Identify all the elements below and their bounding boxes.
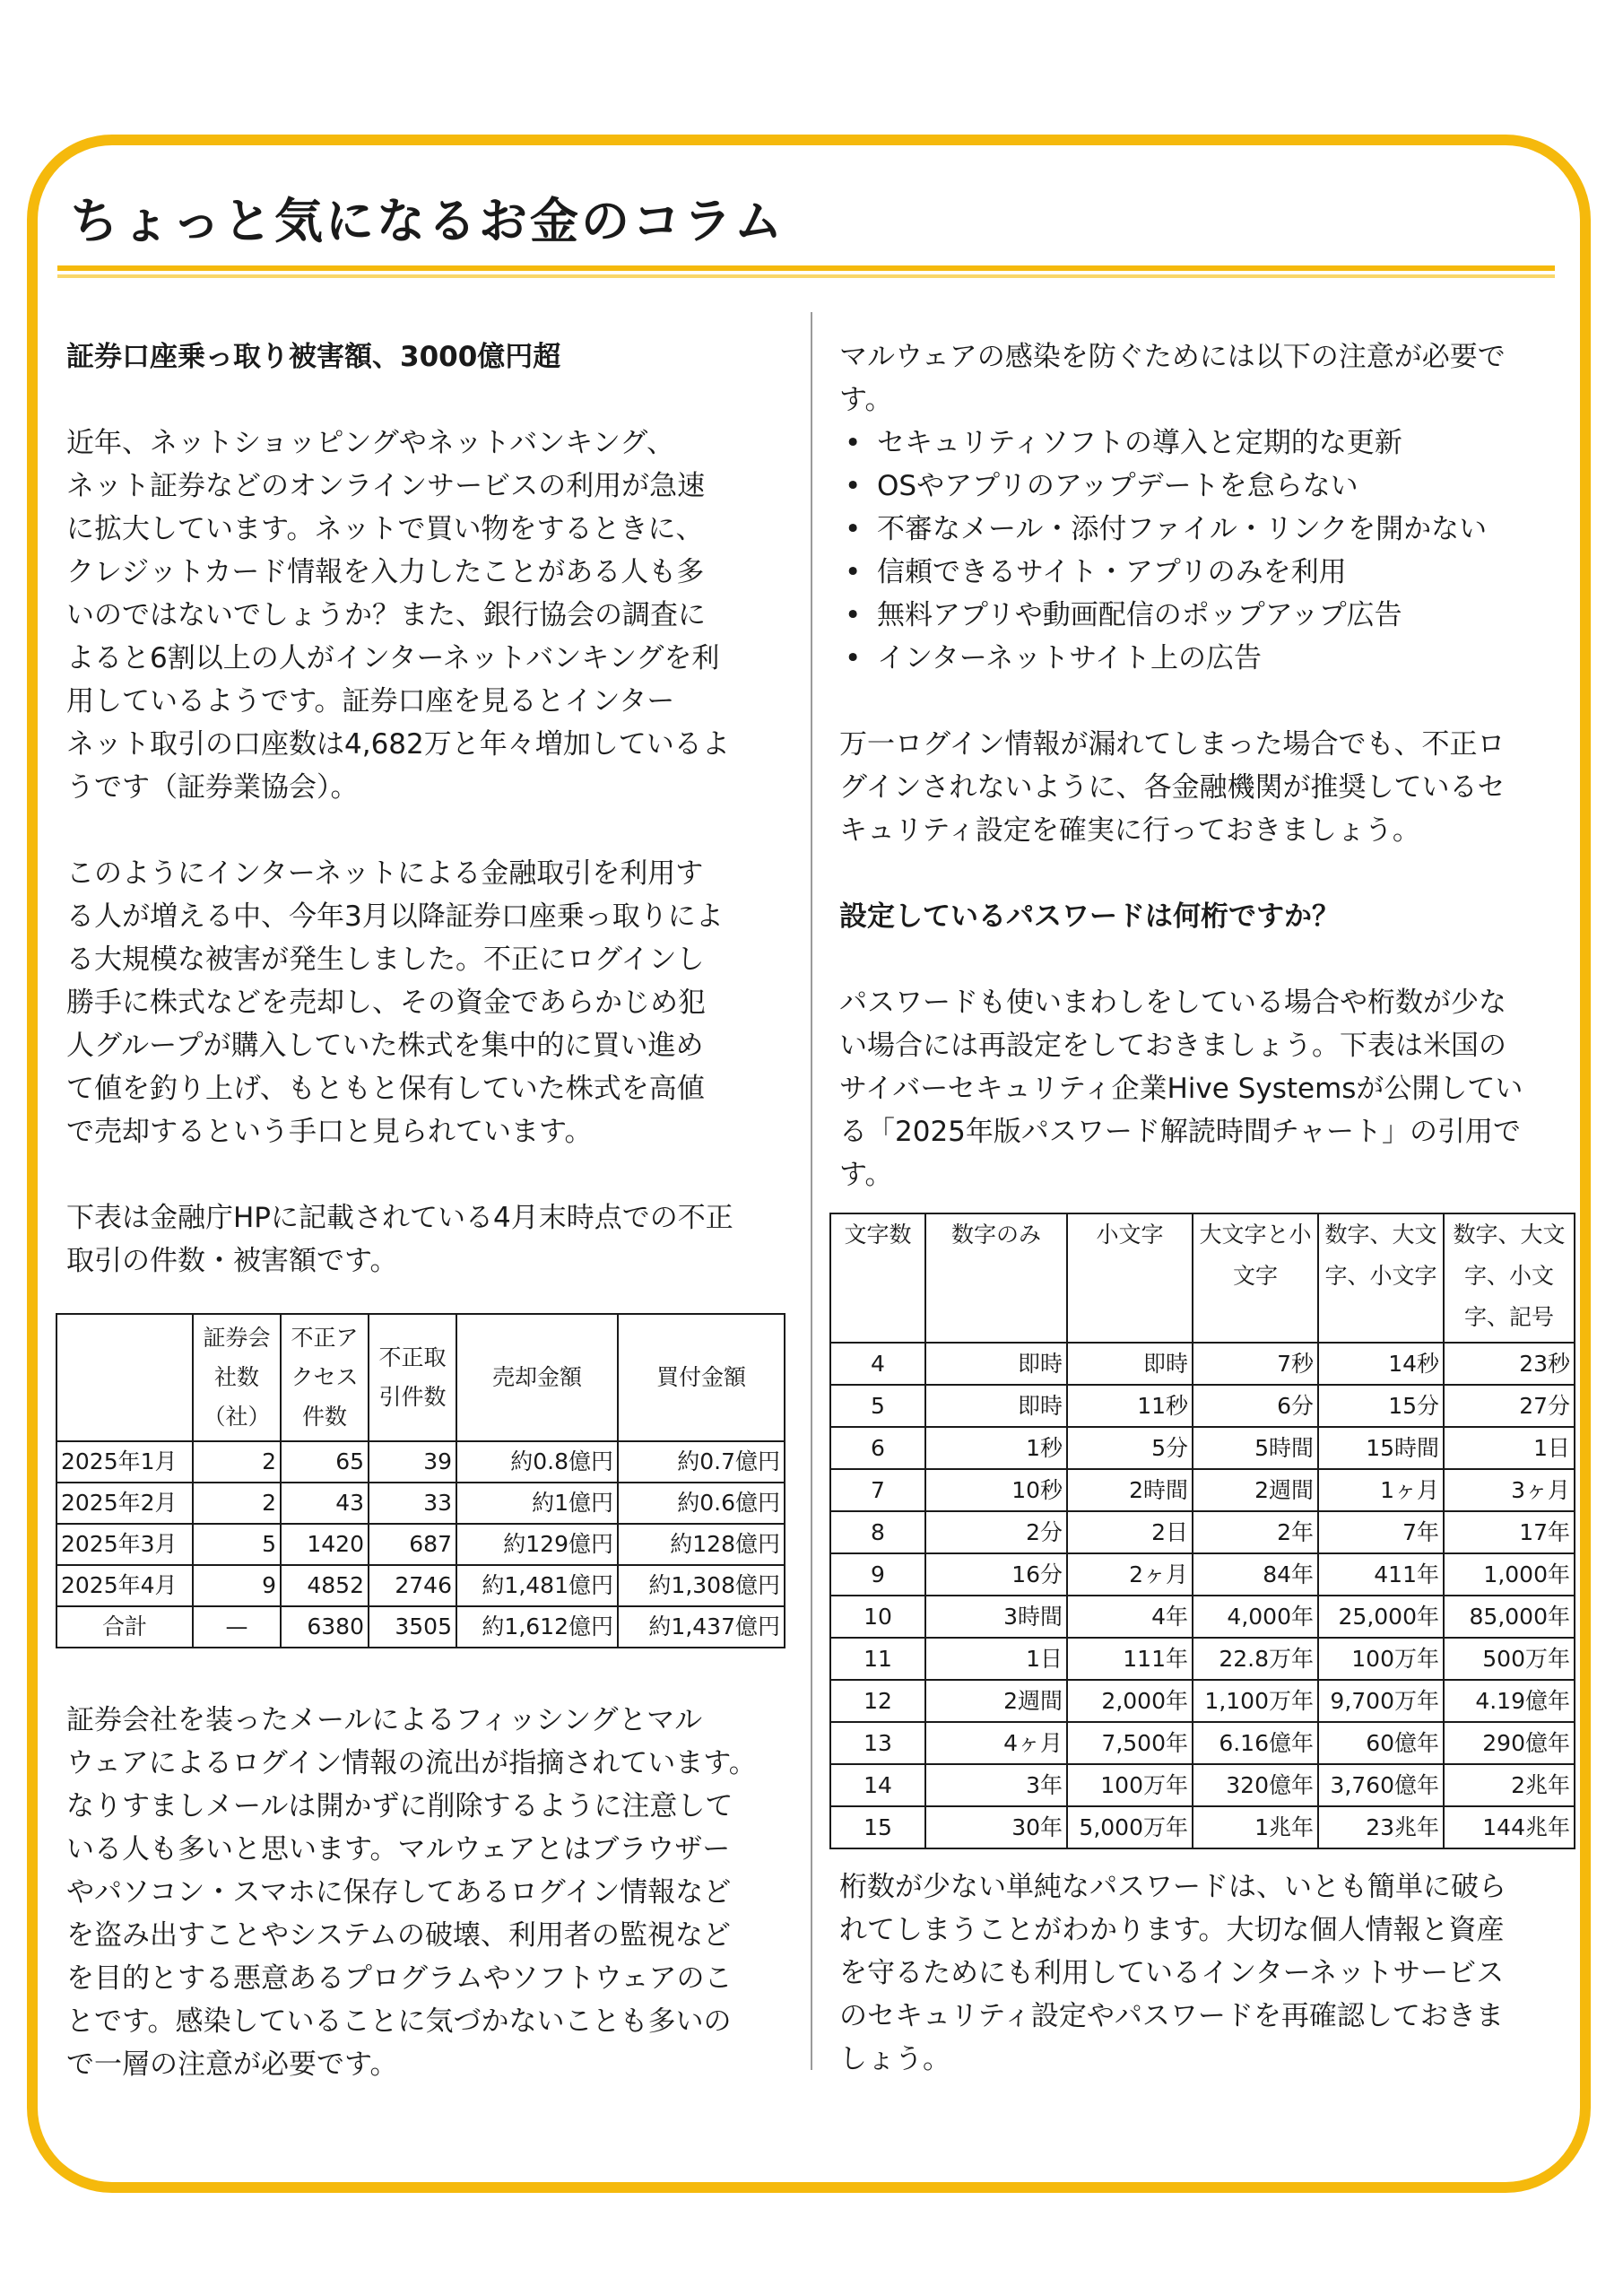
text-line: いる人も多いと思います。マルウェアとはブラウザー: [66, 1833, 731, 1866]
text-line: 勝手に株式などを売却し、その資金であらかじめ犯: [66, 987, 706, 1019]
table-cell: 2兆年: [1444, 1764, 1575, 1806]
table-row: [830, 1553, 1575, 1596]
table-row: [830, 1469, 1575, 1511]
text-line: す。: [839, 1159, 893, 1191]
table-cell: 687: [369, 1524, 456, 1565]
list-item: • 無料アプリや動画配信のポップアップ広告: [839, 594, 1575, 637]
text-line: 人グループが購入していた株式を集中的に買い進め: [66, 1030, 704, 1062]
left-column-top: [66, 335, 802, 1283]
list-item: • 信頼できるサイト・アプリのみを利用: [839, 551, 1575, 594]
table-header-cell: 数字、大文字、小文字、記号: [1444, 1213, 1575, 1343]
text-line: 桁数が少ない単純なパスワードは、いとも簡単に破ら: [839, 1871, 1506, 1903]
table-cell: 12: [830, 1680, 925, 1722]
table-cell: 2時間: [1067, 1469, 1193, 1511]
table-cell: 2,000年: [1067, 1680, 1193, 1722]
text-line: のセキュリティ設定やパスワードを再確認しておきま: [839, 2000, 1504, 2032]
table-cell: 65: [281, 1441, 369, 1483]
table-cell: 1,100万年: [1193, 1680, 1318, 1722]
table-cell: 9,700万年: [1318, 1680, 1444, 1722]
table-cell: 4年: [1067, 1596, 1193, 1638]
text-line: る「2025年版パスワード解読時間チャート」の引用で: [839, 1116, 1521, 1148]
table-row: [830, 1722, 1575, 1764]
table-header-cell: 小文字: [1067, 1213, 1193, 1343]
table-header-cell: 買付金額: [618, 1314, 785, 1441]
table-cell: 5: [830, 1385, 925, 1427]
table-cell: 2: [193, 1483, 281, 1524]
text-line: サイバーセキュリティ企業Hive Systemsが公開してい: [839, 1073, 1523, 1105]
table-cell: 6380: [281, 1606, 369, 1648]
table-cell: 2週間: [925, 1680, 1067, 1722]
text-line: とです。感染していることに気づかないことも多いの: [66, 2005, 732, 2038]
table-cell: 30年: [925, 1806, 1067, 1848]
table-cell: 6: [830, 1427, 925, 1469]
table-cell: 1秒: [925, 1427, 1067, 1469]
paragraph-table-intro: [66, 1196, 802, 1283]
list-item: • 不審なメール・添付ファイル・リンクを開かない: [839, 508, 1575, 551]
table-cell: 5時間: [1193, 1427, 1318, 1469]
table-cell: 2025年3月: [56, 1524, 193, 1565]
table-row: [830, 1764, 1575, 1806]
text-line: 近年、ネットショッピングやネットバンキング、: [66, 427, 674, 459]
table-cell: 2746: [369, 1565, 456, 1606]
table-cell: 14: [830, 1764, 925, 1806]
table-cell: 9: [193, 1565, 281, 1606]
table-cell: 43: [281, 1483, 369, 1524]
table-cell: 27分: [1444, 1385, 1575, 1427]
text-line: に拡大しています。ネットで買い物をするときに、: [66, 513, 704, 545]
table-cell: 7: [830, 1469, 925, 1511]
table-cell: 3505: [369, 1606, 456, 1648]
table-cell: 144兆年: [1444, 1806, 1575, 1848]
text-line: れてしまうことがわかります。大切な個人情報と資産: [839, 1914, 1505, 1946]
table-cell: 500万年: [1444, 1638, 1575, 1680]
table-cell: 39: [369, 1441, 456, 1483]
title-underline-light: [57, 274, 1555, 278]
table-cell: 85,000年: [1444, 1596, 1575, 1638]
table-row: [56, 1441, 785, 1483]
table-cell: 3年: [925, 1764, 1067, 1806]
text-line: グインされないように、各金融機関が推奨しているセ: [839, 771, 1506, 804]
table-cell: 合計: [56, 1606, 193, 1648]
table-cell: 2ヶ月: [1067, 1553, 1193, 1596]
table-cell: 2分: [925, 1511, 1067, 1553]
table-cell: 15時間: [1318, 1427, 1444, 1469]
precaution-list: [839, 422, 1575, 680]
table-cell: 1日: [1444, 1427, 1575, 1469]
text-line: クレジットカード情報を入力したことがある人も多: [66, 556, 705, 588]
table-header-cell: 数字のみ: [925, 1213, 1067, 1343]
text-line: す。: [839, 384, 893, 416]
table-header-cell: 証券会社数（社）: [193, 1314, 281, 1441]
table-cell: 8: [830, 1511, 925, 1553]
text-line: る大規模な被害が発生しました。不正にログインし: [66, 944, 705, 976]
table-row: [56, 1524, 785, 1565]
right-column-top: [839, 335, 1575, 1196]
table-cell: 1ヶ月: [1318, 1469, 1444, 1511]
table-cell: 4852: [281, 1565, 369, 1606]
table-cell: 15分: [1318, 1385, 1444, 1427]
table-cell: 33: [369, 1483, 456, 1524]
table-cell: 11: [830, 1638, 925, 1680]
text-line: このようにインターネットによる金融取引を利用す: [66, 857, 704, 890]
table-row: [830, 1511, 1575, 1553]
table-cell: 4,000年: [1193, 1596, 1318, 1638]
table-cell: 約0.7億円: [618, 1441, 785, 1483]
text-line: パスワードも使いまわしをしている場合や桁数が少な: [839, 987, 1506, 1019]
table-cell: 23秒: [1444, 1343, 1575, 1385]
table-cell: 3,760億年: [1318, 1764, 1444, 1806]
text-line: ネット取引の口座数は4,682万と年々増加しているよ: [66, 728, 730, 761]
table-row: [56, 1565, 785, 1606]
list-item: • OSやアプリのアップデートを怠らない: [839, 465, 1575, 508]
table-header-row: [56, 1314, 785, 1441]
table-header-row: [830, 1213, 1575, 1343]
text-line: しょう。: [839, 2043, 950, 2075]
text-line: を盗み出すことやシステムの破壊、利用者の監視など: [66, 1919, 731, 1952]
text-line: なりすましメールは開かずに削除するように注意して: [66, 1790, 733, 1822]
table-row: [830, 1427, 1575, 1469]
title-underline: [57, 265, 1555, 271]
table-cell: 約1億円: [456, 1483, 618, 1524]
table-row: [830, 1638, 1575, 1680]
table-cell: 111年: [1067, 1638, 1193, 1680]
table-header-cell: 不正取引件数: [369, 1314, 456, 1441]
table-cell: 100万年: [1318, 1638, 1444, 1680]
table-cell: —: [193, 1606, 281, 1648]
text-line: うです（証券業協会）。: [66, 771, 359, 804]
paragraph-damage: [66, 852, 802, 1153]
table-cell: 23兆年: [1318, 1806, 1444, 1848]
table-cell: 7,500年: [1067, 1722, 1193, 1764]
table-cell: 10: [830, 1596, 925, 1638]
table-cell: 2週間: [1193, 1469, 1318, 1511]
table-cell: 4ヶ月: [925, 1722, 1067, 1764]
table-cell: 15: [830, 1806, 925, 1848]
table-row: [830, 1680, 1575, 1722]
table-header-cell: 不正アクセス件数: [281, 1314, 369, 1441]
table-cell: 1420: [281, 1524, 369, 1565]
text-line: やパソコン・スマホに保存してあるログイン情報など: [66, 1876, 732, 1909]
table-cell: 11秒: [1067, 1385, 1193, 1427]
password-crack-time-table: [829, 1213, 1575, 1849]
table-cell: 9: [830, 1553, 925, 1596]
left-column-bottom: [66, 1699, 811, 2086]
table-cell: 14秒: [1318, 1343, 1444, 1385]
table-cell: 2: [193, 1441, 281, 1483]
text-line: て値を釣り上げ、もともと保有していた株式を高値: [66, 1073, 705, 1105]
fraud-statistics-table: [56, 1313, 785, 1648]
table-cell: 411年: [1318, 1553, 1444, 1596]
table-cell: 約129億円: [456, 1524, 618, 1565]
table-cell: 約0.6億円: [618, 1483, 785, 1524]
table-cell: 3時間: [925, 1596, 1067, 1638]
table-cell: 約0.8億円: [456, 1441, 618, 1483]
table-cell: 2025年4月: [56, 1565, 193, 1606]
table-row: [56, 1483, 785, 1524]
table-cell: 約1,481億円: [456, 1565, 618, 1606]
table-cell: 5,000万年: [1067, 1806, 1193, 1848]
column-divider: [811, 312, 812, 2070]
table-cell: 13: [830, 1722, 925, 1764]
table-header-cell: [56, 1314, 193, 1441]
text-line: 取引の件数・被害額です。: [66, 1245, 398, 1277]
text-line: マルウェアの感染を防ぐためには以下の注意が必要で: [839, 341, 1506, 373]
text-line: い場合には再設定をしておきましょう。下表は米国の: [839, 1030, 1506, 1062]
table-cell: 6.16億年: [1193, 1722, 1318, 1764]
text-line: よると6割以上の人がインターネットバンキングを利: [66, 642, 720, 674]
table-cell: 4.19億年: [1444, 1680, 1575, 1722]
table-cell: 6分: [1193, 1385, 1318, 1427]
text-line: 万一ログイン情報が漏れてしまった場合でも、不正ロ: [839, 728, 1506, 761]
table-row: [830, 1596, 1575, 1638]
table-cell: 7年: [1318, 1511, 1444, 1553]
table-header-cell: 売却金額: [456, 1314, 618, 1441]
table-row: [830, 1343, 1575, 1385]
text-line: ネット証券などのオンラインサービスの利用が急速: [66, 470, 706, 502]
table-cell: 5分: [1067, 1427, 1193, 1469]
table-cell: 4: [830, 1343, 925, 1385]
table-cell: 約1,612億円: [456, 1606, 618, 1648]
text-line: 下表は金融庁HPに記載されている4月末時点での不正: [66, 1202, 733, 1234]
table-cell: 3ヶ月: [1444, 1469, 1575, 1511]
table-cell: 17年: [1444, 1511, 1575, 1553]
table-cell: 60億年: [1318, 1722, 1444, 1764]
text-line: を守るためにも利用しているインターネットサービス: [839, 1957, 1505, 1989]
password-heading: 設定しているパスワードは何桁ですか？: [839, 900, 1340, 933]
table-row: [830, 1806, 1575, 1848]
right-column-bottom: [839, 1866, 1575, 2081]
text-line: で売却するという手口と見られています。: [66, 1116, 593, 1148]
table-cell: 2025年2月: [56, 1483, 193, 1524]
text-line: 用しているようです。証券口座を見るとインター: [66, 685, 675, 718]
table-cell: 即時: [1067, 1343, 1193, 1385]
table-cell: 5: [193, 1524, 281, 1565]
table-cell: 7秒: [1193, 1343, 1318, 1385]
table-cell: 約1,308億円: [618, 1565, 785, 1606]
text-line: 証券会社を装ったメールによるフィッシングとマル: [66, 1704, 703, 1736]
table-cell: 2日: [1067, 1511, 1193, 1553]
list-item: • インターネットサイト上の広告: [839, 637, 1575, 680]
table-cell: 1日: [925, 1638, 1067, 1680]
text-line: る人が増える中、今年3月以降証券口座乗っ取りによ: [66, 900, 724, 933]
table-cell: 10秒: [925, 1469, 1067, 1511]
table-cell: 2025年1月: [56, 1441, 193, 1483]
table-row: [830, 1385, 1575, 1427]
text-line: キュリティ設定を確実に行っておきましょう。: [839, 814, 1420, 847]
paragraph-intro: [66, 422, 802, 809]
table-cell: 100万年: [1067, 1764, 1193, 1806]
table-cell: 320億年: [1193, 1764, 1318, 1806]
table-cell: 約128億円: [618, 1524, 785, 1565]
text-line: いのではないでしょうか？また、銀行協会の調査に: [66, 599, 706, 631]
text-line: ウェアによるログイン情報の流出が指摘されています。: [66, 1747, 757, 1779]
table-header-cell: 数字、大文字、小文字: [1318, 1213, 1444, 1343]
text-line: を目的とする悪意あるプログラムやソフトウェアのこ: [66, 1962, 733, 1995]
table-cell: 1,000年: [1444, 1553, 1575, 1596]
table-cell: 22.8万年: [1193, 1638, 1318, 1680]
text-line: で一層の注意が必要です。: [66, 2048, 398, 2081]
table-total-row: [56, 1606, 785, 1648]
list-item: • セキュリティソフトの導入と定期的な更新: [839, 422, 1575, 465]
page-title: ちょっと気になるお金のコラム: [70, 193, 785, 249]
table-cell: 25,000年: [1318, 1596, 1444, 1638]
table-header-cell: 大文字と小文字: [1193, 1213, 1318, 1343]
table-cell: 84年: [1193, 1553, 1318, 1596]
table-cell: 290億年: [1444, 1722, 1575, 1764]
table-cell: 16分: [925, 1553, 1067, 1596]
table-cell: 約1,437億円: [618, 1606, 785, 1648]
article-heading: 証券口座乗っ取り被害額、3000億円超: [66, 341, 561, 373]
table-cell: 1兆年: [1193, 1806, 1318, 1848]
table-cell: 即時: [925, 1343, 1067, 1385]
table-cell: 2年: [1193, 1511, 1318, 1553]
table-cell: 即時: [925, 1385, 1067, 1427]
table-header-cell: 文字数: [830, 1213, 925, 1343]
